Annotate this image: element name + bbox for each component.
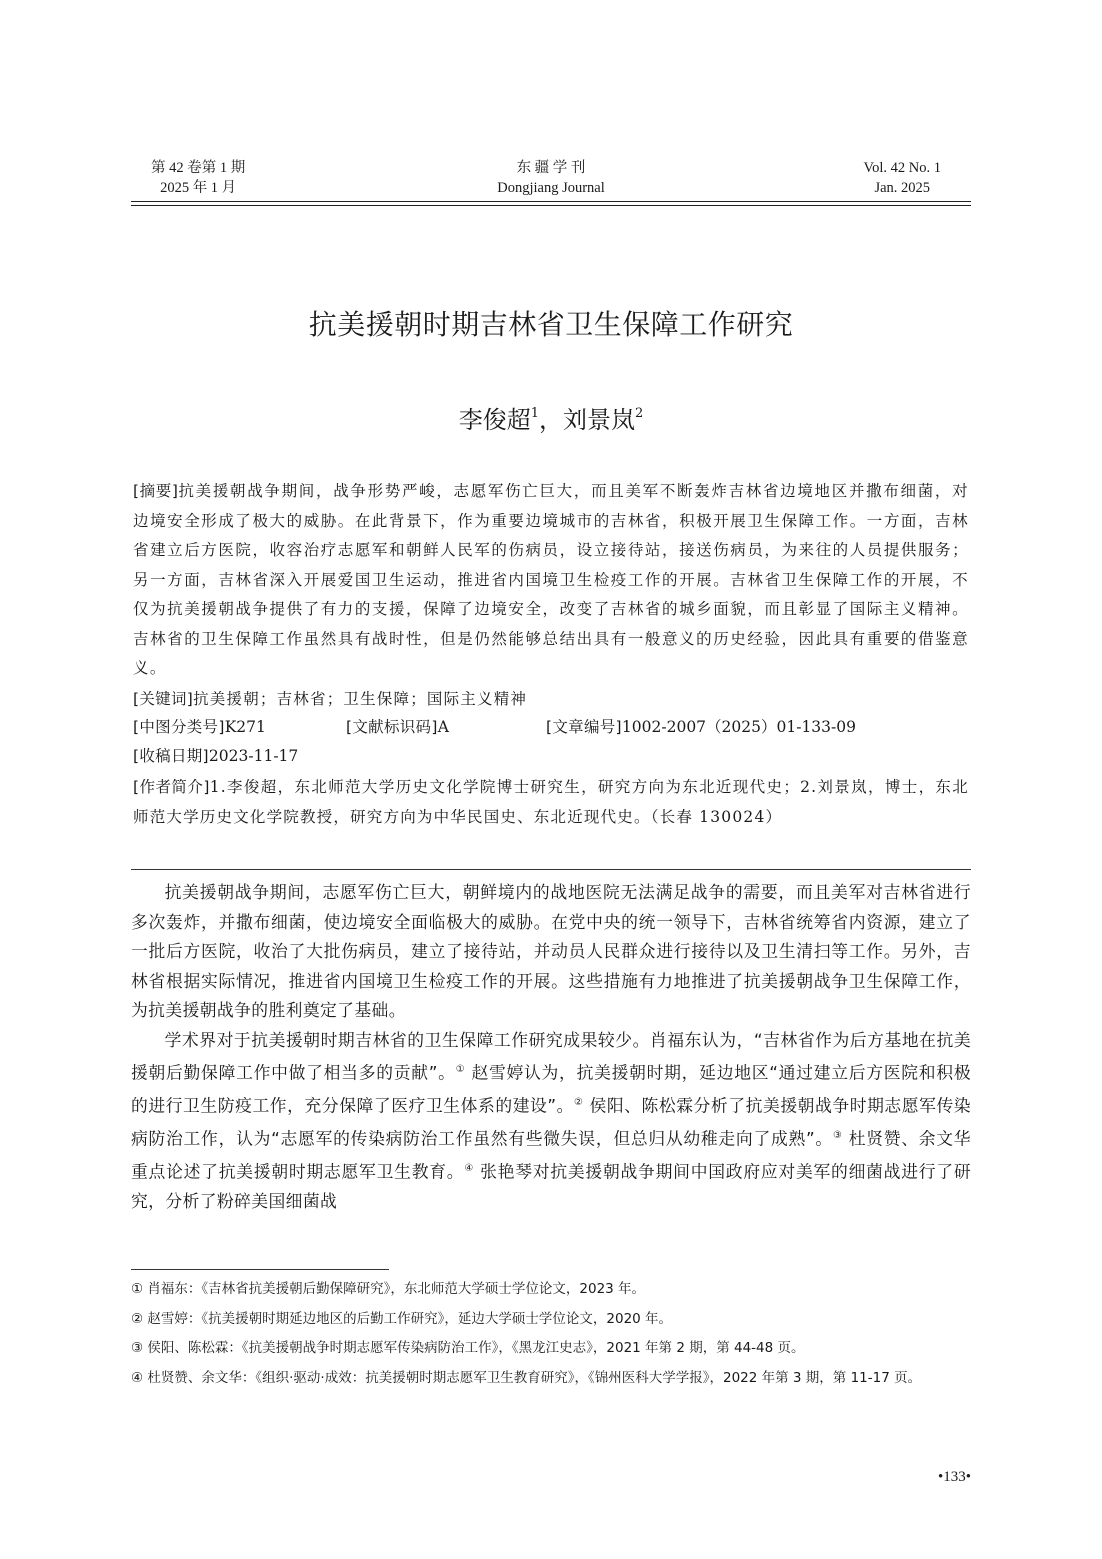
issue-date-cn: 2025 年 1 月 [160,180,237,196]
received-date [133,742,969,770]
journal-name-cn: 东 疆 学 刊 [516,160,586,176]
article-number-label: [文章编号] [546,718,622,736]
keywords-label: [关键词] [133,690,194,708]
article-title: 抗美援朝时期吉林省卫生保障工作研究 [308,308,794,341]
issue-date-en: Jan. 2025 [874,180,931,196]
author-bio-text: 1.李俊超，东北师范大学历史文化学院博士研究生，研究方向为东北近现代史；2.刘景岚，博士，东北师范大学历史文化学院教授，研究方向为中华民国史、东北近现代史。（长春 130024） [133,778,969,826]
footnote-ref[interactable]: ② [574,1097,584,1109]
abstract-label: [摘要] [133,482,179,500]
footnote-rule [131,1269,389,1270]
body-text: 侯阳、陈松霖分析了抗美援朝战争时期志愿军传染病防治工作，认为“志愿军的传染病防治工作虽然有些微失误，但总归从幼稚走向了成熟”。 [131,1095,971,1149]
keywords-text: 抗美援朝；吉林省；卫生保障；国际主义精神 [193,690,528,708]
article-number [546,713,856,741]
body-paragraph: 抗美援朝战争期间，志愿军伤亡巨大，朝鲜境内的战地医院无法满足战争的需要，而且美军对吉林省进行多次轰炸，并撒布细菌，使边境安全面临极大的威胁。在党中央的统一领导下，吉林省统筹省内资源，建立了一批后方医院，收治了大批伤病员，建立了接待站，并动员人民群众进行接待以及卫生清扫等工作。另外，吉林省根据实际情况，推进省内国境卫生检疫工作的开展。这些措施有力地推进了抗美援朝战争卫生保障工作，为抗美援朝战争的胜利奠定了基础。 [131,882,971,1020]
footnote-ref[interactable]: ① [455,1064,466,1075]
document-code-label: [文献标识码] [346,718,438,736]
footnotes [131,1278,971,1396]
journal-name-en: Dongjiang Journal [497,180,605,196]
clc-code [133,713,266,741]
author-name: 刘景岚 [563,406,635,434]
body-text: 学术界对于抗美援朝时期吉林省的卫生保障工作研究成果较少。肖福东认为，“吉林省作为后方基地在抗美援朝后勤保障工作中做了相当多的贡献”。 [131,1029,971,1083]
keywords [133,685,969,713]
author-line [131,400,971,435]
author-affiliation-mark: 2 [635,406,644,421]
footnote: ④ 杜贤赞、余文华：《组织·驱动·成效：抗美援朝时期志愿军卫生教育研究》，《锦州医科大学学报》，2022 年第 3 期，第 11-17 页。 [131,1369,922,1386]
article-number-value: 1002-2007（2025）01-133-09 [621,718,856,736]
volume-issue-en: Vol. 42 No. 1 [863,160,941,176]
document-code [346,713,449,741]
article-body [131,878,971,1217]
received-value: 2023-11-17 [208,747,299,765]
running-head-journal [131,158,971,198]
classification-row [133,713,969,741]
abstract [133,477,969,684]
footnote: ① 肖福东：《吉林省抗美援朝后勤保障研究》，东北师范大学硕士学位论文，2023 年。 [131,1281,646,1297]
footnote: ③ 侯阳、陈松霖：《抗美援朝战争时期志愿军传染病防治工作》，《黑龙江史志》，2021 年第 2 期，第 44-48 页。 [131,1340,805,1356]
author-affiliation-mark: 1 [530,406,539,421]
header-rule-thin [131,205,971,206]
body-text: 赵雪婷认为，抗美援朝时期，延边地区“通过建立后方医院和积极的进行卫生防疫工作，充分保障了医疗卫生体系的建设”。 [131,1062,972,1116]
author-bio-label: [作者简介] [133,778,210,796]
running-head-volume-en [864,158,941,198]
body-text: 杜贤赞、余文华重点论述了抗美援朝时期志愿军卫生教育。 [131,1128,971,1182]
header-rule-thick [131,201,971,202]
clc-value: K271 [224,718,266,736]
footnote-ref[interactable]: ③ [832,1130,843,1142]
body-paragraph [131,1026,971,1217]
page-number: •133• [937,1469,971,1485]
body-text: 张艳琴对抗美援朝战争期间中国政府应对美军的细菌战进行了研究，分析了粉碎美国细菌战 [131,1161,972,1212]
author-name: 李俊超 [458,406,531,434]
front-matter-divider [131,869,971,870]
footnote: ② 赵雪婷：《抗美援朝时期延边地区的后勤工作研究》，延边大学硕士学位论文，2020 年。 [131,1310,673,1327]
author-bio [133,772,969,832]
volume-issue: 第 42 卷第 1 期 [151,160,246,176]
document-code-value: A [437,718,449,736]
clc-label: [中图分类号] [133,718,225,736]
abstract-text: 抗美援朝战争期间，战争形势严峻，志愿军伤亡巨大，而且美军不断轰炸吉林省边境地区并撒布细菌，对边境安全形成了极大的威胁。在此背景下，作为重要边境城市的吉林省，积极开展卫生保障工作。一方面，吉林省建立后方医院，收容治疗志愿军和朝鲜人民军的伤病员，设立接待站，接送伤病员，为来往的人员提供服务；另一方面，吉林省深入开展爱国卫生运动，推进省内国境卫生检疫工作的开展。吉林省卫生保障工作的开展，不仅为抗美援朝战争提供了有力的支援，保障了边境安全，改变了吉林省的城乡面貌，而且彰显了国际主义精神。吉林省的卫生保障工作虽然具有战时性，但是仍然能够总结出具有一般意义的历史经验，因此具有重要的借鉴意义。 [133,482,969,677]
running-head [131,158,971,202]
author-separator: ， [539,406,563,434]
received-label: [收稿日期] [133,747,209,765]
footnote-ref[interactable]: ④ [464,1163,475,1175]
